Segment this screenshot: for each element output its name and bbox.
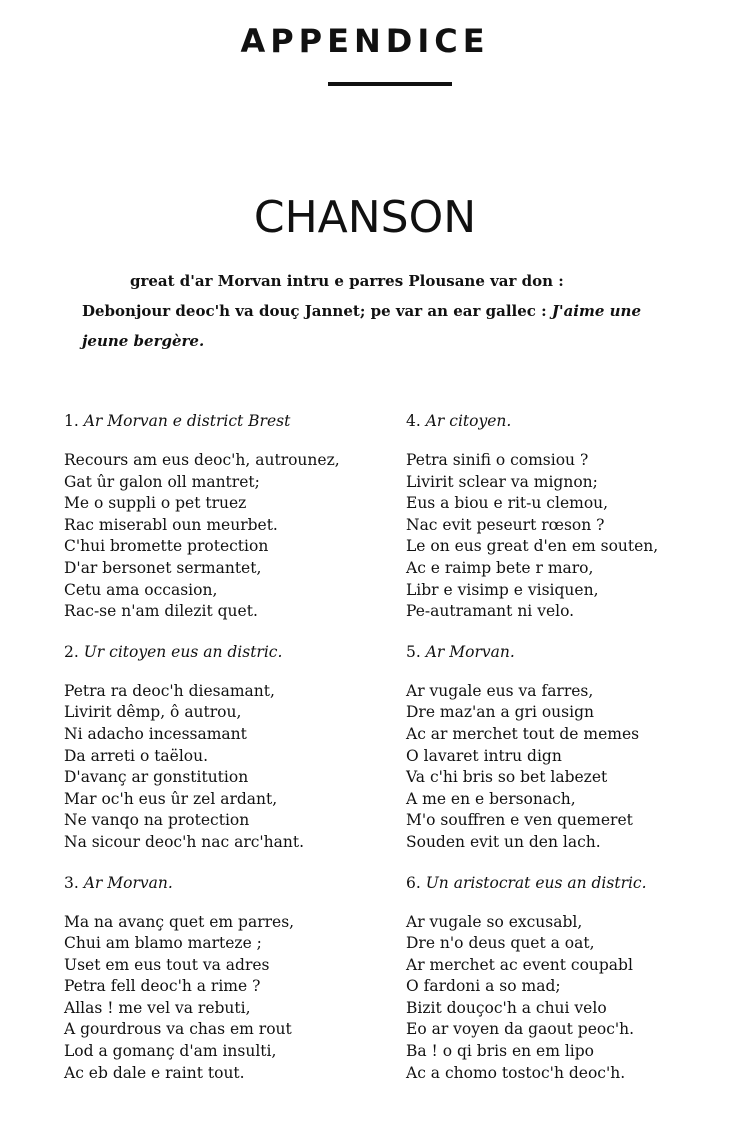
verse-line: Le on eus great d'en em souten,: [406, 537, 659, 556]
verse-line: D'avanç ar gonstitution: [64, 768, 249, 787]
stanza-number: 1.: [64, 412, 79, 430]
stanza-speaker: Ar Morvan.: [425, 642, 515, 661]
verse-line: Bizit douçoc'h a chui velo: [406, 998, 607, 1017]
verse-line: Mar oc'h eus ûr zel ardant,: [64, 789, 278, 808]
verse-line: Dre maz'an a gri ousign: [406, 703, 594, 722]
verse-line: Rac-se n'am dilezit quet.: [64, 602, 258, 621]
stanza: [64, 872, 394, 1085]
stanza: [406, 872, 730, 1085]
stanza-number: 4.: [406, 412, 421, 430]
verse-line: Uset em eus tout va adres: [64, 955, 270, 974]
verse-line: Souden evit un den lach.: [406, 832, 601, 851]
verse-line: Ar vugale so excusabl,: [406, 912, 583, 931]
verse-line: Nac evit peseurt rœson ?: [406, 515, 605, 534]
intro-paragraph: [82, 266, 702, 356]
stanza: [406, 410, 730, 623]
verse-line: Petra ra deoc'h diesamant,: [64, 681, 275, 700]
stanza-heading: [406, 641, 730, 663]
verse-line: Ma na avanç quet em parres,: [64, 912, 295, 931]
intro-line-2-text: Debonjour deoc'h va douç Jannet; pe var an ear gallec :: [82, 302, 552, 320]
stanza-number: 3.: [64, 873, 79, 892]
verse-line: Libr e visimp e visiquen,: [406, 580, 599, 599]
stanza-heading: [64, 410, 394, 432]
verse-line: Ac a chomo tostoc'h deoc'h.: [406, 1063, 626, 1082]
verse-line: Ac ar merchet tout de memes: [406, 724, 640, 743]
stanza-speaker: Ar Morvan.: [83, 873, 173, 892]
intro-line-1: great d'ar Morvan intru e parres Plousane var don :: [130, 272, 564, 290]
verse-line: Da arreti o taëlou.: [64, 746, 209, 765]
verse-line: Petra fell deoc'h a rime ?: [64, 977, 261, 996]
verse-line: Recours am eus deoc'h, autrounez,: [64, 451, 340, 469]
stanza-speaker: Un aristocrat eus an distric.: [425, 873, 647, 892]
header-rule: [328, 82, 452, 86]
verse-line: Livirit sclear va mignon;: [406, 472, 598, 491]
verse-line: Lod a gomanç d'am insulti,: [64, 1042, 277, 1061]
verse-line: Rac miserabl oun meurbet.: [64, 515, 278, 534]
verse-line: C'hui bromette protection: [64, 537, 269, 556]
stanza-heading: [406, 410, 730, 432]
stanza: [406, 641, 730, 854]
right-column: [406, 410, 730, 1102]
verse-line: Eus a biou e rit-u clemou,: [406, 494, 609, 513]
verse-line: Ni adacho incessamant: [64, 724, 247, 743]
verse-line: Gat ûr galon oll mantret;: [64, 472, 260, 491]
verse-line: A gourdrous va chas em rout: [64, 1020, 292, 1039]
stanza: [64, 641, 394, 854]
verse-line: O fardoni a so mad;: [406, 977, 561, 996]
page-header: APPENDICE: [240, 22, 490, 60]
stanza-speaker: Ar Morvan e district Brest: [83, 412, 291, 430]
intro-line-2: [82, 296, 702, 326]
verse-line: Ac eb dale e raint tout.: [64, 1063, 245, 1082]
verse-line: O lavaret intru dign: [406, 746, 562, 765]
verse-line: Ar vugale eus va farres,: [406, 681, 594, 700]
verse-line: Livirit dêmp, ô autrou,: [64, 703, 242, 722]
verse-line: Ar merchet ac event coupabl: [406, 955, 633, 974]
intro-line-3: [82, 326, 702, 356]
verse-line: Ba ! o qi bris en em lipo: [406, 1042, 594, 1061]
intro-line-3-italic: jeune bergère.: [82, 332, 205, 350]
verse-line: Pe-autramant ni velo.: [406, 602, 575, 621]
verse-line: D'ar bersonet sermantet,: [64, 558, 262, 577]
verse-line: Petra sinifi o comsiou ?: [406, 451, 589, 469]
verse-line: Eo ar voyen da gaout peoc'h.: [406, 1020, 635, 1039]
stanza: [64, 410, 394, 623]
stanza-speaker: Ur citoyen eus an distric.: [83, 642, 283, 661]
verse-line: Cetu ama occasion,: [64, 580, 218, 599]
stanza-number: 2.: [64, 642, 79, 661]
verse-line: Me o suppli o pet truez: [64, 494, 247, 513]
verse-line: Na sicour deoc'h nac arc'hant.: [64, 832, 305, 851]
stanza-heading: [64, 641, 394, 663]
intro-line-2-italic: J'aime une: [551, 302, 641, 320]
stanza-heading: [64, 872, 394, 894]
left-column: [64, 410, 394, 1102]
verse-line: Ne vanqo na protection: [64, 811, 250, 830]
verse-line: A me en e bersonach,: [406, 789, 576, 808]
song-title: CHANSON: [253, 192, 477, 243]
verse-line: Ac e raimp bete r maro,: [406, 558, 594, 577]
verse-line: M'o souffren e ven quemeret: [406, 811, 633, 830]
verse-line: Chui am blamo marteze ;: [64, 934, 262, 953]
verse-line: Allas ! me vel va rebuti,: [64, 998, 251, 1017]
stanza-heading: [406, 872, 730, 894]
stanza-number: 6.: [406, 873, 421, 892]
verse-line: Dre n'o deus quet a oat,: [406, 934, 595, 953]
stanza-number: 5.: [406, 642, 421, 661]
verse-line: Va c'hi bris so bet labezet: [406, 768, 608, 787]
stanza-speaker: Ar citoyen.: [425, 412, 512, 430]
